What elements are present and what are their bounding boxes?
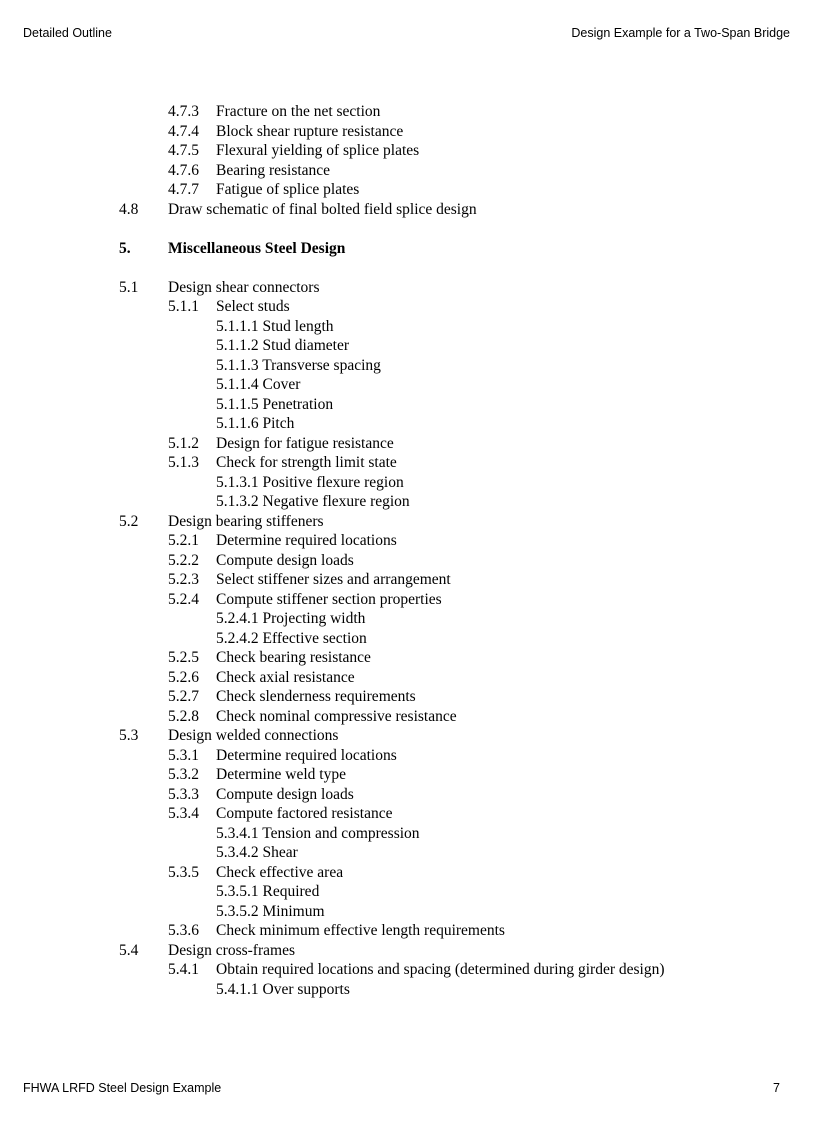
outline-item: [0, 960, 816, 980]
outline-item-text: 5.1.1.4 Cover: [216, 376, 301, 393]
outline-item: [0, 980, 816, 1000]
outline-item: [0, 473, 816, 493]
outline-item-number: 5.2.5: [168, 649, 199, 666]
outline-item-number: 4.7.7: [168, 181, 199, 198]
outline-item-text: 5.2.4.1 Projecting width: [216, 610, 366, 627]
outline-item-text: Design shear connectors: [168, 278, 320, 296]
outline-item: [0, 395, 816, 415]
outline-item-text: Block shear rupture resistance: [216, 122, 404, 140]
outline-item-number: 5.3.3: [168, 785, 199, 803]
outline-item-text: Determine required locations: [216, 532, 397, 549]
header-left-title: Detailed Outline: [23, 26, 112, 40]
outline-item: [0, 531, 816, 551]
outline-item: [0, 921, 816, 941]
outline-item-text: 5.1.1.2 Stud diameter: [216, 337, 350, 354]
outline-item: [0, 843, 816, 863]
outline-item: [0, 356, 816, 376]
outline-item-text: Draw schematic of final bolted field splice design: [168, 200, 477, 218]
outline-item-text: Check for strength limit state: [216, 454, 397, 471]
outline-item-text: Design bearing stiffeners: [168, 512, 324, 530]
outline-item-text: Check nominal compressive resistance: [216, 707, 457, 725]
outline-item: [0, 141, 816, 161]
outline-item: [0, 863, 816, 883]
outline-item-number: 5.3.1: [168, 746, 199, 764]
outline-item: [0, 161, 816, 181]
outline-item-number: 5.1.3: [168, 454, 199, 471]
outline-item-number: 5.2.7: [168, 688, 199, 705]
outline-item-text: Fracture on the net section: [216, 103, 381, 120]
outline-item-text: 5.1.1.6 Pitch: [216, 415, 295, 432]
outline-item: [0, 122, 816, 142]
outline-item: [0, 882, 816, 902]
outline-item: [0, 492, 816, 512]
outline-item-number: 5.2.2: [168, 551, 199, 569]
outline-item-text: Check bearing resistance: [216, 649, 371, 666]
outline-item: [0, 551, 816, 571]
outline-item: [0, 375, 816, 395]
outline-item-text: Flexural yielding of splice plates: [216, 142, 420, 159]
outline-item-text: 5.1.3.1 Positive flexure region: [216, 473, 404, 491]
outline-item-number: 5.2.4: [168, 590, 199, 608]
outline-item-number: 5.3: [119, 727, 139, 744]
outline-item-text: 5.2.4.2 Effective section: [216, 629, 367, 647]
outline-item: [0, 278, 816, 298]
outline-item-number: 5.2: [119, 512, 139, 530]
outline-item: [0, 434, 816, 454]
outline-item: [0, 453, 816, 473]
outline-item-text: 5.1.3.2 Negative flexure region: [216, 493, 410, 510]
outline-item-number: 5.1.1: [168, 298, 199, 315]
outline-item-text: Compute stiffener section properties: [216, 590, 442, 608]
outline-item-text: Determine weld type: [216, 766, 346, 783]
outline-item: [0, 726, 816, 746]
outline-item-text: Compute design loads: [216, 785, 354, 803]
outline-item-text: 5.1.1.5 Penetration: [216, 395, 334, 413]
outline-item-number: 4.7.4: [168, 122, 199, 140]
outline-item: [0, 414, 816, 434]
outline-item: [0, 765, 816, 785]
outline-item: [0, 609, 816, 629]
outline-item-number: 5.2.3: [168, 571, 199, 588]
outline-item-number: 5.: [119, 239, 131, 257]
outline-item-text: Check slenderness requirements: [216, 688, 416, 705]
outline-item: [0, 512, 816, 532]
outline-item-text: Design for fatigue resistance: [216, 434, 394, 452]
outline-item: [0, 200, 816, 220]
outline-item-text: 5.4.1.1 Over supports: [216, 980, 350, 998]
outline-item-text: Check minimum effective length requirements: [216, 922, 505, 939]
outline-item: [0, 570, 816, 590]
outline-item-number: 5.2.1: [168, 532, 199, 549]
outline-item-number: 5.4: [119, 941, 139, 959]
outline-item: [0, 297, 816, 317]
outline-item: [0, 629, 816, 649]
outline-item: [0, 668, 816, 688]
outline-item-text: 5.3.4.1 Tension and compression: [216, 824, 420, 842]
header-right-title: Design Example for a Two-Span Bridge: [571, 26, 790, 40]
outline-list: [0, 102, 816, 999]
outline-item-number: 5.1.2: [168, 434, 199, 452]
outline-item-text: Check effective area: [216, 863, 344, 881]
outline-item-text: 5.3.4.2 Shear: [216, 844, 298, 861]
outline-item: [0, 746, 816, 766]
outline-item-number: 5.3.6: [168, 922, 199, 939]
outline-item-text: Miscellaneous Steel Design: [168, 239, 346, 257]
outline-item-text: 5.3.5.1 Required: [216, 883, 320, 900]
outline-item-text: Select stiffener sizes and arrangement: [216, 571, 451, 588]
outline-item: [0, 648, 816, 668]
outline-item-number: 5.3.4: [168, 805, 199, 822]
outline-item: [0, 336, 816, 356]
outline-item-text: Obtain required locations and spacing (determined during girder design): [216, 961, 665, 978]
outline-item: [0, 180, 816, 200]
page-number: 7: [773, 1081, 780, 1095]
outline-item-text: Bearing resistance: [216, 161, 331, 179]
outline-item-number: 5.3.2: [168, 766, 199, 783]
outline-item: [0, 824, 816, 844]
outline-item-number: 5.2.6: [168, 668, 199, 686]
outline-item-number: 4.7.3: [168, 103, 199, 120]
outline-item: [0, 785, 816, 805]
outline-item-number: 5.1: [119, 278, 139, 296]
outline-item-number: 4.7.6: [168, 161, 199, 179]
outline-item-text: Design cross-frames: [168, 941, 295, 959]
outline-item-text: Compute design loads: [216, 551, 354, 569]
outline-item: [0, 941, 816, 961]
outline-item-text: Design welded connections: [168, 727, 339, 744]
outline-item: [0, 804, 816, 824]
outline-item: [0, 102, 816, 122]
outline-item: [0, 317, 816, 337]
outline-item-text: 5.1.1.3 Transverse spacing: [216, 356, 381, 374]
outline-item-text: Fatigue of splice plates: [216, 181, 360, 198]
outline-item-text: 5.3.5.2 Minimum: [216, 902, 325, 920]
outline-item-number: 4.8: [119, 200, 139, 218]
footer-title: FHWA LRFD Steel Design Example: [23, 1081, 222, 1095]
outline-item-text: Determine required locations: [216, 746, 397, 764]
outline-item-text: Select studs: [216, 298, 290, 315]
outline-item-text: Compute factored resistance: [216, 805, 393, 822]
outline-item-number: 4.7.5: [168, 142, 199, 159]
outline-item-text: Check axial resistance: [216, 668, 355, 686]
outline-item-text: 5.1.1.1 Stud length: [216, 317, 334, 335]
outline-item-number: 5.2.8: [168, 707, 199, 725]
outline-item-number: 5.3.5: [168, 863, 199, 881]
outline-item: [0, 902, 816, 922]
outline-item: [0, 590, 816, 610]
outline-item-number: 5.4.1: [168, 961, 199, 978]
outline-item: [0, 239, 816, 259]
outline-item: [0, 687, 816, 707]
outline-item: [0, 707, 816, 727]
